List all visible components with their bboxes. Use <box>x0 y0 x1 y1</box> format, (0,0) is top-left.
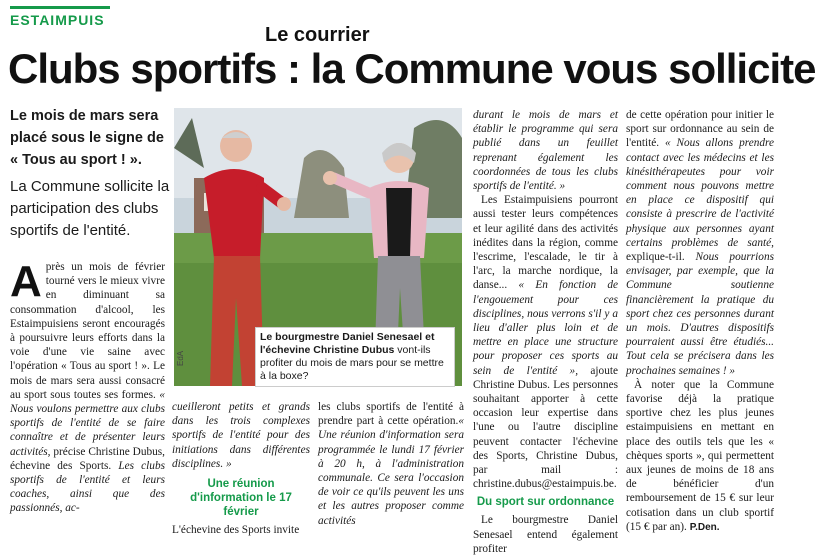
col3-quote: « Une réunion d'information sera programmée le lundi 17 février à 20 h, à l'administration communale. Ce sera l'occasion de voir ce qu'ils peuvent les uns et les autres proposer comme activités <box>318 415 464 527</box>
column-3 <box>318 400 464 528</box>
newspaper-name: Le courrier <box>265 24 370 46</box>
col5-quote: « Nous allons prendre contact avec les médecins et les kinésithérapeutes pour voir comment nous pouvons mettre en place ce dispositif qui consiste à prescrire de l'activité physique aux personnes ayant certains problèmes de santé, <box>626 137 774 249</box>
col4-text: Les Estaimpuisiens pourront aussi tester leurs compétences et leur agilité dans des activités inédites dans la région, comme l'escrime, l'escalade, le tir à l'arc, la marche nordique, la danse... <box>473 194 618 292</box>
col2-text: L'échevine des Sports invite <box>172 524 300 537</box>
column-1 <box>10 257 166 516</box>
column-5 <box>626 108 774 534</box>
caption-bold: Le bourgmestre Daniel Senesael et l'échevine Christine Dubus <box>260 331 435 356</box>
col5-quote2: Nous pourrions envisager, par exemple, que la Commune soutienne financièrement la pratique du sport chez ces personnes durant un mois. D'autres dispositifs pourraient aussi être étudiés... Tout cela se précisera dans les prochaines semaines ! » <box>626 251 774 377</box>
dropcap: A <box>10 257 42 306</box>
subhead-prescription: Du sport sur ordonnance <box>476 496 615 509</box>
page-title: Clubs sportifs : la Commune vous sollicite <box>8 45 815 92</box>
col5-text: de cette opération pour initier le sport sur ordonnance au sein de l'entité. <box>626 109 774 150</box>
column-4 <box>473 108 618 556</box>
col4-quote: durant le mois de mars et établir le programme qui sera publié dans un feuillet reprenant également les coordonnées de tous les clubs sportifs de l'entité. » <box>473 109 618 193</box>
col2-quote: cueilleront petits et grands dans les trois complexes sportifs de l'entité pour des initiations dans différentes disciplines. » <box>172 401 310 470</box>
lead-bold: Le mois de mars sera placé sous le signe de « Tous au sport ! ». <box>10 108 164 168</box>
photo-credit: EdA <box>176 350 185 366</box>
col1-quote: « Nous voulons permettre aux clubs sportifs de l'entité de se faire connaître et de présenter leurs activités, <box>10 388 166 458</box>
col1-text: près un mois de février tourné vers le mieux vivre en diminuant sa consommation d'alcool, les Estaimpuisiens seront encouragés à poursuivre leurs efforts dans la voie d'une vie saine avec l'opération « Tous au sport ! ». Le mois de mars sera aussi consacré au sport sous toutes ses formes. <box>10 261 165 401</box>
caption-text: vont-ils profiter du mois de mars pour se mettre à la boxe? <box>260 344 444 382</box>
photo-caption <box>255 327 455 387</box>
col4-text2: ajoute Christine Dubus. Les personnes souhaitant apporter à cette occasion leur expertise dans l'une ou l'autre discipline peuvent contacter l'échevine des Sports, Christine Dubus, par mail : christine.dubus@estaimpuis.be. <box>473 364 619 491</box>
section-kicker: ESTAIMPUIS <box>10 6 110 28</box>
signature: P.Den. <box>689 521 720 533</box>
col4-text3: Le bourgmestre Daniel Senesael entend également profiter <box>473 514 618 555</box>
col5-text2: explique-t-il. <box>626 251 696 264</box>
col3-text: les clubs sportifs de l'entité à prendre part à cette opération. <box>318 401 464 428</box>
col1-quote2: Les clubs sportifs de l'entité et leurs coaches, ainsi que des passionnés, ac- <box>10 459 165 515</box>
column-2 <box>172 400 310 537</box>
col1-after: précise Christine Dubus, échevine des Sports. <box>10 445 165 472</box>
col4-quote2: « En fonction de l'engouement pour ces disciplines, nous verrons s'il y a lieu d'aller plus loin et de mettre en place une structure pour proposer ces sports au sein de l'entité », <box>473 279 619 377</box>
col5-text3: À noter que la Commune favorise déjà la pratique sportive chez les plus jeunes estaimpuisiens en mettant en place des outils tels que les « chèques sports », qui permettent aux jeunes de moins de 18 ans de bénéficier d'un remboursement de 15 € sur leur cotisation dans un club sportif (15 € par an). <box>626 378 774 533</box>
subhead-meeting: Une réunion d'information le 17 février <box>190 478 292 519</box>
lead-text: La Commune sollicite la participation des clubs sportifs de l'entité. <box>10 178 170 239</box>
